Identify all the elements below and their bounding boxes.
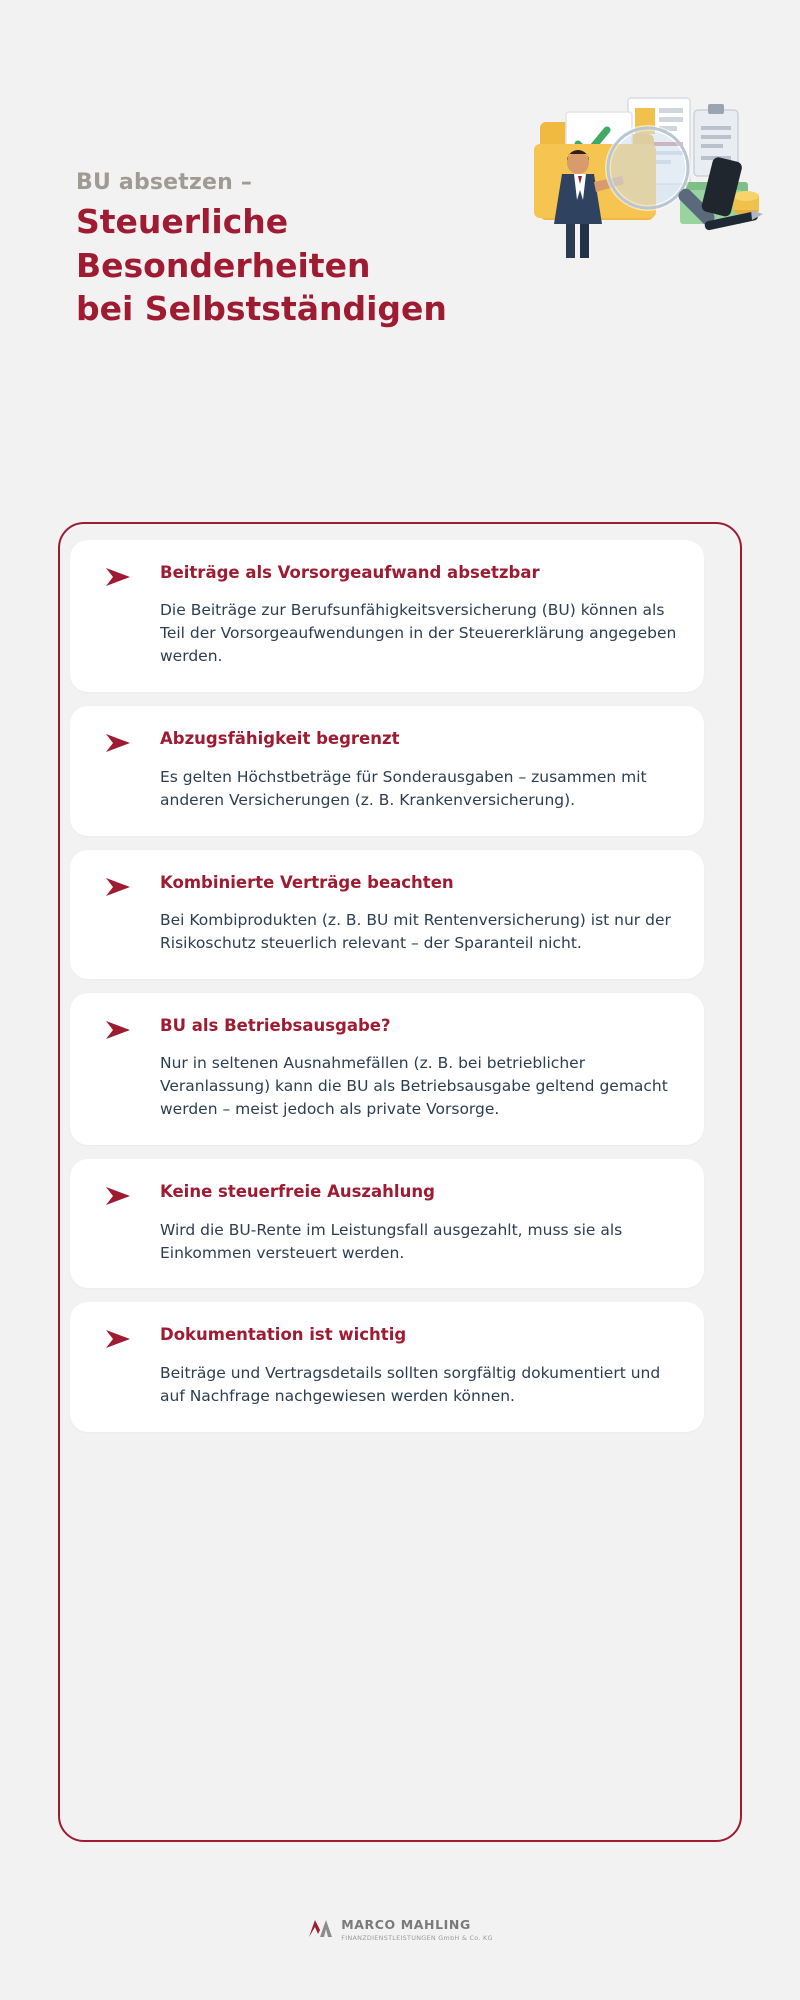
list-item-body: Nur in seltenen Ausnahmefällen (z. B. bei betrieblicher Veranlassung) kann die BU als Betriebsausgabe geltend gemacht werden – meist jedoch als private Vorsorge.: [160, 1054, 668, 1119]
header: [0, 60, 800, 380]
list-item: [70, 540, 704, 692]
list-item-title: Dokumentation ist wichtig: [160, 1325, 407, 1345]
headline-line-2: Besonderheiten: [76, 245, 371, 285]
list-item-title: Abzugsfähigkeit begrenzt: [160, 729, 400, 749]
list-item: [70, 706, 704, 835]
hero-illustration: [508, 70, 768, 300]
arrow-icon: [104, 876, 134, 898]
logo-icon: [307, 1918, 333, 1938]
brand-name: MARCO MAHLING: [341, 1917, 471, 1932]
list-item-title: BU als Betriebsausgabe?: [160, 1015, 391, 1035]
list-item: [70, 993, 704, 1145]
list-item: [70, 1159, 704, 1288]
arrow-icon: [104, 566, 134, 588]
footer: [0, 1914, 800, 1942]
tips-list: [70, 540, 704, 1446]
list-item-title: Kombinierte Verträge beachten: [160, 872, 454, 892]
eyebrow-text: BU absetzen –: [76, 170, 253, 195]
list-item: [70, 850, 704, 979]
arrow-icon: [104, 732, 134, 754]
arrow-icon: [104, 1328, 134, 1350]
list-item: [70, 1302, 704, 1431]
list-item-body: Wird die BU-Rente im Leistungsfall ausgezahlt, muss sie als Einkommen versteuert werden.: [160, 1220, 623, 1262]
list-item-body: Die Beiträge zur Berufsunfähigkeitsversicherung (BU) können als Teil der Vorsorgeaufwendungen in der Steuererklärung angegeben werden.: [160, 601, 677, 666]
page-title: [76, 200, 556, 331]
arrow-icon: [104, 1019, 134, 1041]
brand-subline: FINANZDIENSTLEISTUNGEN GmbH & Co. KG: [341, 1934, 493, 1942]
headline-line-3: bei Selbstständigen: [76, 289, 447, 329]
list-item-body: Es gelten Höchstbeträge für Sonderausgaben – zusammen mit anderen Versicherungen (z. B. Krankenversicherung).: [160, 767, 647, 809]
list-item-body: Bei Kombiprodukten (z. B. BU mit Rentenversicherung) ist nur der Risikoschutz steuerlich relevant – der Sparanteil nicht.: [160, 911, 671, 952]
headline-line-1: Steuerliche: [76, 202, 289, 241]
list-item-body: Beiträge und Vertragsdetails sollten sorgfältig dokumentiert und auf Nachfrage nachgewiesen werden können.: [160, 1363, 661, 1405]
list-item-title: Keine steuerfreie Auszahlung: [160, 1182, 435, 1202]
arrow-icon: [104, 1185, 134, 1207]
list-item-title: Beiträge als Vorsorgeaufwand absetzbar: [160, 563, 540, 582]
